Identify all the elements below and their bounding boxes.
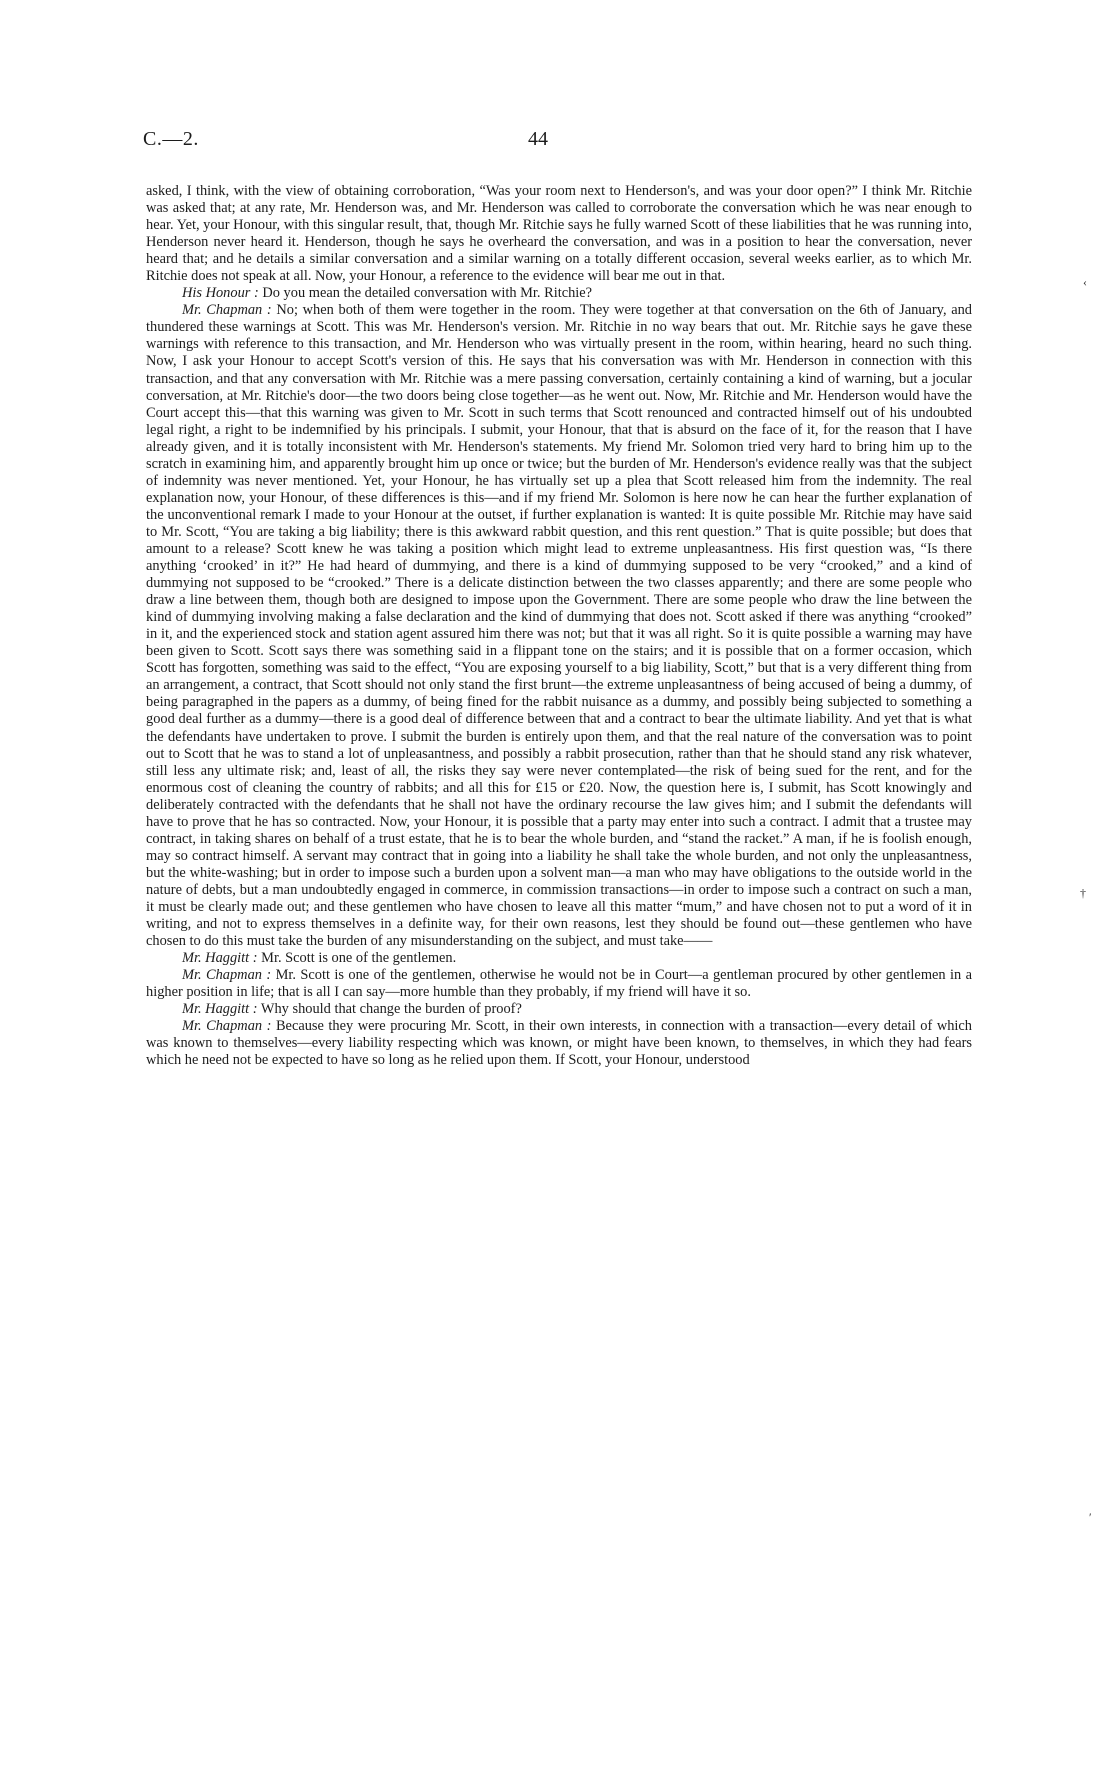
speaker-name: Mr. Chapman : — [182, 302, 272, 319]
paragraph — [146, 302, 972, 950]
page-number: 44 — [528, 128, 548, 150]
document-reference: C.—2. — [143, 128, 199, 150]
paragraph-text: Mr. Scott is one of the gentlemen. — [261, 950, 457, 967]
paragraph — [146, 967, 972, 1001]
speaker-name: Mr. Chapman : — [182, 1018, 272, 1035]
page-header — [143, 128, 977, 158]
margin-mark: † — [1080, 886, 1086, 900]
paragraph-text: Mr. Scott is one of the gentlemen, otherwise he would not be in Court—a gentleman procured by other gentlemen in a higher position in life; that is all I can say—more humble than they probably, if my friend will have it so. — [146, 967, 972, 1001]
paragraph — [146, 1018, 972, 1069]
speaker-name: Mr. Chapman : — [182, 967, 272, 984]
paragraph — [146, 285, 972, 302]
margin-mark: ‹ — [1083, 275, 1087, 289]
paragraph-text: No; when both of them were together in the room. They were together at that conversation on the 6th of January, and thundered these warnings at Scott. This was Mr. Henderson's version. Mr. Ritchie in no way bears that out. Mr. Ritchie says he gave these warnings with reference to this transaction, and Mr. Henderson who was virtually present in the room, within hearing, heard no such thing. Now, I ask your Honour to accept Scott's version of this. He says that his conversation was with Mr. Henderson in connection with this transaction, and that any conversation with Mr. Ritchie was a mere passing conversation, certainly containing a kind of warning, but a jocular conversation, at Mr. Ritchie's door—the two doors being close together—as he went out. Now, Mr. Ritchie and Mr. Henderson would have the Court accept this—that this warning was given to Mr. Scott in such terms that Scott renounced and contracted himself out of his undoubted legal right, a right to be indemnified by his principals. I submit, your Honour, that that is absurd on the face of it, for the reason that I have already given, and it is totally inconsistent with Mr. Henderson's statements. My friend Mr. Solomon tried very hard to bring him up to the scratch in examining him, and apparently brought him up once or twice; but the burden of Mr. Henderson's evidence really was that the subject of indemnity was never mentioned. Yet, your Honour, he has virtually set up a plea that Scott released him from the indemnity. The real explanation now, your Honour, of these differences is this—and if my friend Mr. Solomon is here now he can hear the further explanation of the unconventional remark I made to your Honour at the outset, if further explanation is wanted: It is quite possible Mr. Ritchie may have said to Mr. Scott, “You are taking a big liability; there is this awkward rabbit question, and this rent question.” That is quite possible; but does that amount to a release? Scott knew he was taking a position which might lead to extreme unpleasantness. His first question was, “Is there anything ‘crooked’ in it?” He had heard of dummying, and there is a kind of dummying supposed to be very “crooked,” and a kind of dummying not supposed to be “crooked.” There is a delicate distinction between the two classes apparently; and there are some people who draw a line between them, though both are designed to impose upon the Government. There are some people who draw the line between the kind of dummying involving making a false declaration and the kind of dummying that does not. Scott asked if there was anything “crooked” in it, and the experienced stock and station agent assured him there was not; but that it was all right. So it is quite possible a warning may have been given to Scott. Scott says there was something said in a flippant tone on the stairs; and it is possible that on a former occasion, which Scott has forgotten, something was said to the effect, “You are exposing yourself to a big liability, Scott,” but that is a very different thing from an arrangement, a contract, that Scott should not only stand the first brunt—the extreme unpleasantness of being accused of being a dummy, of being paragraphed in the papers as a dummy, of being fined for the rabbit nuisance as a dummy, and possibly being subjected to something a good deal further as a dummy—there is a good deal of difference between that and a contract to bear the ultimate liability. And yet that is what the defendants have undertaken to prove. I submit the burden is entirely upon them, and that the real nature of the conversation was to point out to Scott that he was to stand a lot of unpleasantness, and possibly a rabbit prosecution, rather than that he should stand any risk whatever, still less any ultimate risk; and, least of all, the risks they say were never contemplated—the risk of being sued for the rent, and for the enormous cost of cleaning the country of rabbits; and all this for £15 or £20. Now, the question here is, I submit, has Scott knowingly and deliberately contracted with the defendants that he shall not have the ordinary recourse the law gives him; and I submit the defendants will have to prove that he has so contracted. Now, your Honour, it is possible that a party may enter into such a contract. I admit that a trustee may contract, in taking shares on behalf of a trust estate, that he is to bear the whole burden, and “stand the racket.” A man, if he is foolish enough, may so contract himself. A servant may contract that in going into a liability he shall take the whole burden, and not only the unpleasantness, but the white-washing; but in order to impose such a burden upon a solvent man—a man who may have obligations to the outside world in the nature of debts, but a man undoubtedly engaged in commerce, in commission transactions—in order to impose such a contract on such a man, it must be clearly made out; and these gentlemen who have chosen to leave all this matter “mum,” and have chosen not to put a word of it in writing, and not to express themselves in a definite way, for their own reasons, lest they should be found out—these gentlemen who have chosen to do this must take the burden of any misunderstanding on the subject, and must take—— — [146, 302, 972, 950]
transcript-body — [146, 183, 972, 1069]
speaker-name: His Honour : — [182, 285, 259, 302]
paragraph — [146, 950, 972, 967]
paragraph — [146, 183, 972, 285]
paragraph-text: Because they were procuring Mr. Scott, in their own interests, in connection with a transaction—every detail of which was known to themselves—every liability respecting which was known, or might have been known, to themselves, in which they had fears which he need not be expected to have so long as he relied upon them. If Scott, your Honour, understood — [146, 1018, 972, 1069]
speaker-name: Mr. Haggitt : — [182, 1001, 258, 1018]
speaker-name: Mr. Haggitt : — [182, 950, 258, 967]
paragraph-text: Why should that change the burden of proof? — [260, 1001, 522, 1018]
paragraph-text: asked, I think, with the view of obtaining corroboration, “Was your room next to Henderson's, and was your door open?” I think Mr. Ritchie was asked that; at any rate, Mr. Henderson was, and Mr. Henderson was called to corroborate the conversation which he was near enough to hear. Yet, your Honour, with this singular result, that, though Mr. Ritchie says he fully warned Scott of these liabilities that he was running into, Henderson never heard it. Henderson, though he says he overheard the conversation, and was in a position to hear the conversation, never heard that; and he details a similar conversation and a similar warning on a totally different occasion, several weeks earlier, as to which Mr. Ritchie does not speak at all. Now, your Honour, a reference to the evidence will bear me out in that. — [146, 183, 972, 285]
paragraph-text: Do you mean the detailed conversation with Mr. Ritchie? — [262, 285, 593, 302]
margin-mark: ′ — [1089, 1510, 1092, 1524]
paragraph — [146, 1001, 972, 1018]
